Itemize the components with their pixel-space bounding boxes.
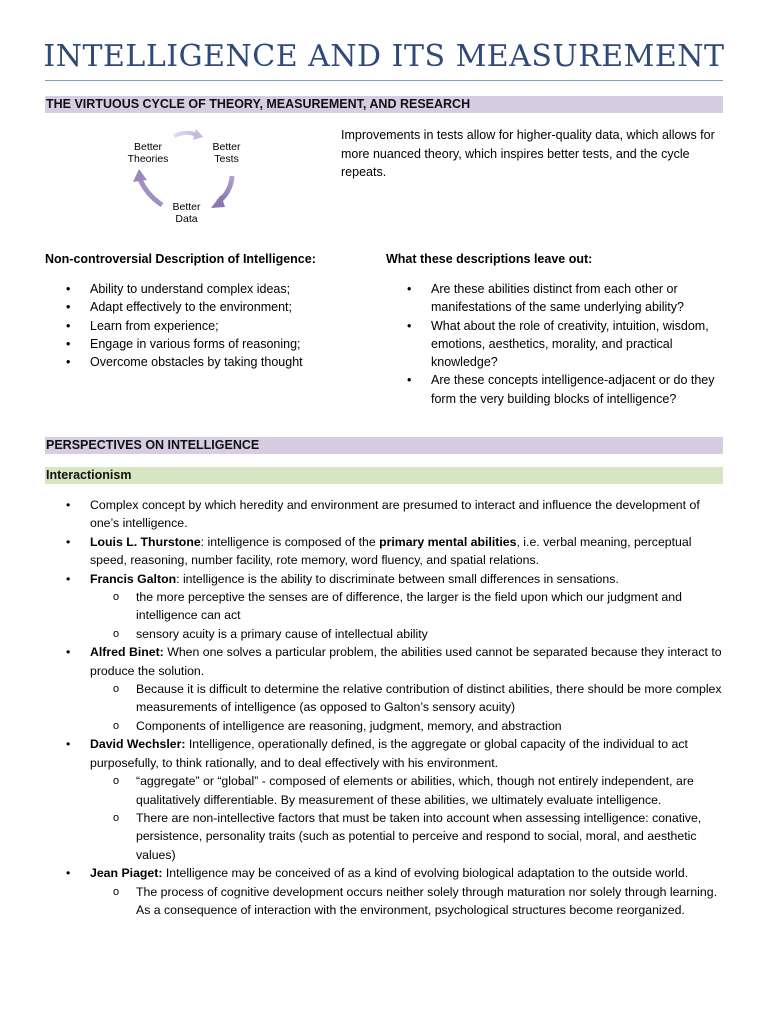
arrowhead-theories: [133, 169, 147, 182]
sub-list-item: o sensory acuity is a primary cause of intellectual ability: [113, 626, 428, 641]
list-item: • Francis Galton: intelligence is the ability to discriminate between small differences in sensations.: [66, 571, 619, 586]
cycle-section-heading: THE VIRTUOUS CYCLE OF THEORY, MEASUREMENT, AND RESEARCH: [45, 96, 723, 113]
perspectives-heading: PERSPECTIVES ON INTELLIGENCE: [45, 437, 723, 454]
list-item: • David Wechsler: Intelligence, operationally defined, is the aggregate or global capacity of the individual to act purposefully, to think rationally, and to deal effectively with his environment.: [66, 737, 688, 770]
list-item: • Adapt effectively to the environment;: [66, 300, 292, 315]
cycle-node-theories: Better Theories: [127, 141, 169, 165]
theorist-name: David Wechsler:: [90, 737, 186, 752]
title-divider: [45, 80, 723, 81]
sub-list-item: o Components of intelligence are reasoning, judgment, memory, and abstraction: [113, 718, 562, 733]
list-item: • Learn from experience;: [66, 318, 219, 333]
sub-list-item: o “aggregate” or “global” - composed of elements or abilities, which, though not entirely independent, are qualitatively differentiable. By measurement of these abilities, we ultimately evaluate intelligence.: [113, 774, 694, 807]
cycle-description: Improvements in tests allow for higher-quality data, which allows for more nuanced theory, which inspires better tests, and the cycle repeats.: [341, 128, 715, 179]
list-item: • Complex concept by which heredity and environment are presumed to interact and influence the development of one’s intelligence.: [66, 498, 700, 531]
theorist-name: Louis L. Thurstone: [90, 534, 201, 549]
left-out-list: [386, 280, 726, 408]
interactionism-heading: Interactionism: [45, 467, 723, 484]
theorist-name: Alfred Binet:: [90, 645, 164, 660]
list-item: • What about the role of creativity, intuition, wisdom, emotions, aesthetics, morality, and practical knowledge?: [407, 318, 709, 370]
arrow-data-to-theories: [140, 179, 162, 205]
perspectives-list: [45, 496, 723, 919]
theorist-name: Francis Galton: [90, 571, 177, 586]
list-item: • Are these abilities distinct from each other or manifestations of the same underlying ability?: [407, 282, 684, 315]
arrow-theories-to-tests: [174, 133, 196, 136]
left-out-heading: What these descriptions leave out:: [386, 252, 593, 266]
page-title: INTELLIGENCE AND ITS MEASUREMENT: [43, 39, 725, 74]
list-item: • Louis L. Thurstone: intelligence is composed of the primary mental abilities, i.e. verbal meaning, perceptual speed, reasoning, number facility, rote memory, word fluency, and spatial relations.: [66, 534, 692, 568]
arrowhead-tests: [193, 129, 203, 140]
description-list: [45, 280, 375, 371]
sub-list-item: o Because it is difficult to determine the relative contribution of distinct abilities, there should be more complex measurements of intelligence (as opposed to Galton’s sensory acuity): [113, 682, 722, 715]
list-item: • Engage in various forms of reasoning;: [66, 336, 301, 351]
list-item: • Are these concepts intelligence-adjacent or do they form the very building blocks of intelligence?: [407, 373, 715, 406]
cycle-node-tests: Better Tests: [212, 141, 241, 165]
list-item: • Overcome obstacles by taking thought: [66, 355, 303, 370]
sub-list-item: o the more perceptive the senses are of difference, the larger is the field upon which our judgment and intelligence can act: [113, 590, 682, 623]
list-item: • Ability to understand complex ideas;: [66, 282, 291, 296]
theorist-name: Jean Piaget:: [90, 866, 163, 881]
sub-list-item: o There are non-intellective factors that must be taken into account when assessing intelligence: conative, persistence, personality traits (such as potential to perceive and respond to social, moral, and aesthetic values): [113, 810, 702, 862]
non-controversial-heading: Non-controversial Description of Intelligence:: [45, 252, 316, 266]
sub-list-item: o The process of cognitive development occurs neither solely through maturation nor solely through learning. As a consequence of interaction with the environment, psychological structures become reorganized.: [113, 884, 718, 917]
cycle-node-data: Better Data: [172, 201, 201, 225]
list-item: • Jean Piaget: Intelligence may be conceived of as a kind of evolving biological adaptation to the outside world.: [66, 866, 689, 881]
list-item: • Alfred Binet: When one solves a particular problem, the abilities used cannot be separated because they interact to produce the solution.: [66, 645, 722, 678]
